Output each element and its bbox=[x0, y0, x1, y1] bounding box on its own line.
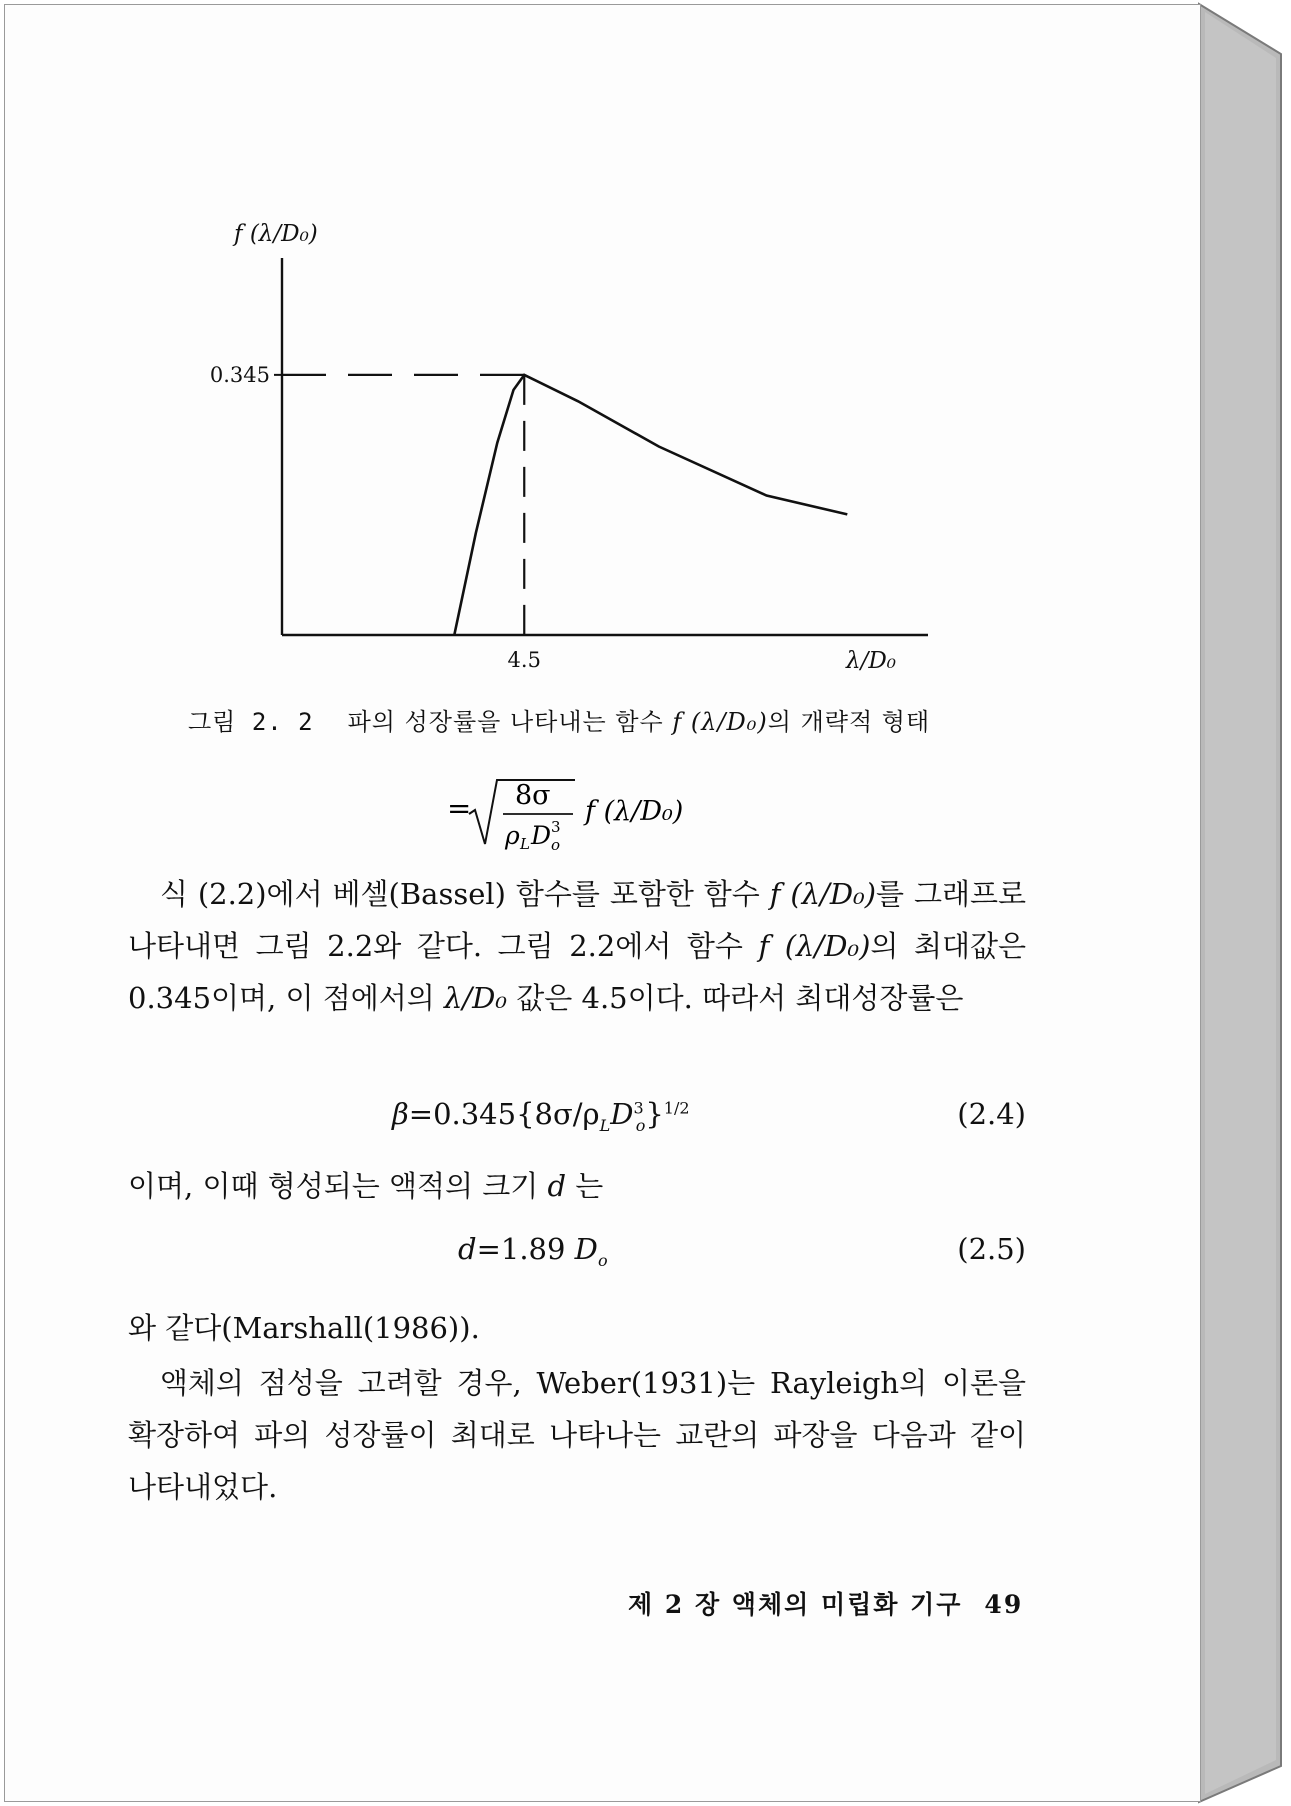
eq4-body bbox=[392, 1097, 690, 1135]
equation-2-4 bbox=[128, 1097, 1026, 1137]
paragraph-1 bbox=[128, 868, 1026, 1024]
eq4-d: D bbox=[610, 1097, 634, 1131]
figure-number: 그림 2. 2 bbox=[188, 708, 314, 736]
x-tick-label: 4.5 bbox=[507, 648, 541, 672]
p1-ratio: λ/D₀ bbox=[444, 981, 508, 1015]
eq5-rhs: =1.89 bbox=[476, 1232, 575, 1266]
equation-sqrt bbox=[445, 772, 765, 859]
eq4-rho-sub: L bbox=[599, 1115, 611, 1135]
p1-text-b: 를 그래프로 나타내면 그림 2.2와 같다. 그림 2.2에서 함수 bbox=[128, 877, 1027, 963]
p1-text-a: 식 (2.2)에서 베셀(Bassel) 함수를 포함한 함수 bbox=[159, 877, 770, 911]
paragraph-2 bbox=[128, 1160, 1026, 1212]
sqrt-formula bbox=[445, 772, 765, 852]
eq-rho-sub: L bbox=[520, 835, 530, 852]
p1-function-1: f (λ/D₀) bbox=[769, 877, 877, 911]
x-axis-title: λ/D₀ bbox=[846, 648, 896, 674]
eq4-beta: β bbox=[392, 1097, 409, 1131]
figure-chart bbox=[190, 210, 950, 680]
eq-numerator: 8σ bbox=[515, 780, 551, 811]
caption-function: f (λ/D₀) bbox=[672, 708, 768, 736]
eq5-D-sub: o bbox=[597, 1250, 608, 1270]
eq-d-sub: o bbox=[551, 836, 561, 852]
eq-function: f (λ/D₀) bbox=[585, 796, 684, 827]
equation-number-2-5: (2.5) bbox=[957, 1232, 1026, 1266]
y-tick-label: 0.345 bbox=[209, 362, 270, 387]
eq-d-sup: 3 bbox=[551, 818, 561, 836]
figure-caption bbox=[188, 702, 1048, 737]
paragraph-3: 와 같다(Marshall(1986)). bbox=[128, 1311, 480, 1345]
eq4-close: } bbox=[645, 1097, 664, 1131]
eq5-d: d bbox=[458, 1232, 477, 1266]
eq-d: D bbox=[531, 821, 552, 850]
page-footer bbox=[628, 1585, 1023, 1621]
paragraph-4: 액체의 점성을 고려할 경우, Weber(1931)는 Rayleigh의 이론을 확장하여 파의 성장률이 최대로 나타나는 교란의 파장을 다음과 같이 나타내었다. bbox=[128, 1366, 1026, 1504]
p1-text-c: 의 최대값은 0.345이며, 이 점에서의 bbox=[128, 929, 1027, 1015]
p1-text-d: 값은 4.5이다. 따라서 최대성장률은 bbox=[507, 981, 964, 1015]
p2-text-b: 는 bbox=[566, 1169, 604, 1203]
page-number: 49 bbox=[984, 1590, 1024, 1619]
eq4-d-sub: o bbox=[635, 1115, 646, 1135]
eq4-d-sup: 3 bbox=[633, 1098, 644, 1118]
caption-text-end: 의 개략적 형태 bbox=[767, 708, 931, 736]
eq-rho: ρ bbox=[505, 821, 520, 850]
equation-number-2-4: (2.4) bbox=[957, 1097, 1026, 1131]
equation-2-5 bbox=[128, 1232, 1026, 1272]
p2-text-a: 이며, 이때 형성되는 액적의 크기 bbox=[128, 1169, 548, 1203]
p2-variable-d: d bbox=[547, 1169, 567, 1203]
eq5-body bbox=[458, 1232, 608, 1270]
y-axis-title: f (λ/D₀) bbox=[234, 221, 318, 247]
eq5-D: D bbox=[574, 1232, 598, 1266]
growth-rate-curve bbox=[454, 375, 847, 635]
p1-function-2: f (λ/D₀) bbox=[758, 929, 871, 963]
footer-chapter: 제 2 장 액체의 미립화 기구 bbox=[628, 1590, 963, 1619]
eq-equals: = bbox=[447, 791, 472, 825]
eq4-exponent: 1/2 bbox=[663, 1098, 690, 1118]
caption-text: 파의 성장률을 나타내는 함수 bbox=[347, 708, 673, 736]
eq4-rhs: =0.345{8σ/ρ bbox=[408, 1097, 600, 1131]
